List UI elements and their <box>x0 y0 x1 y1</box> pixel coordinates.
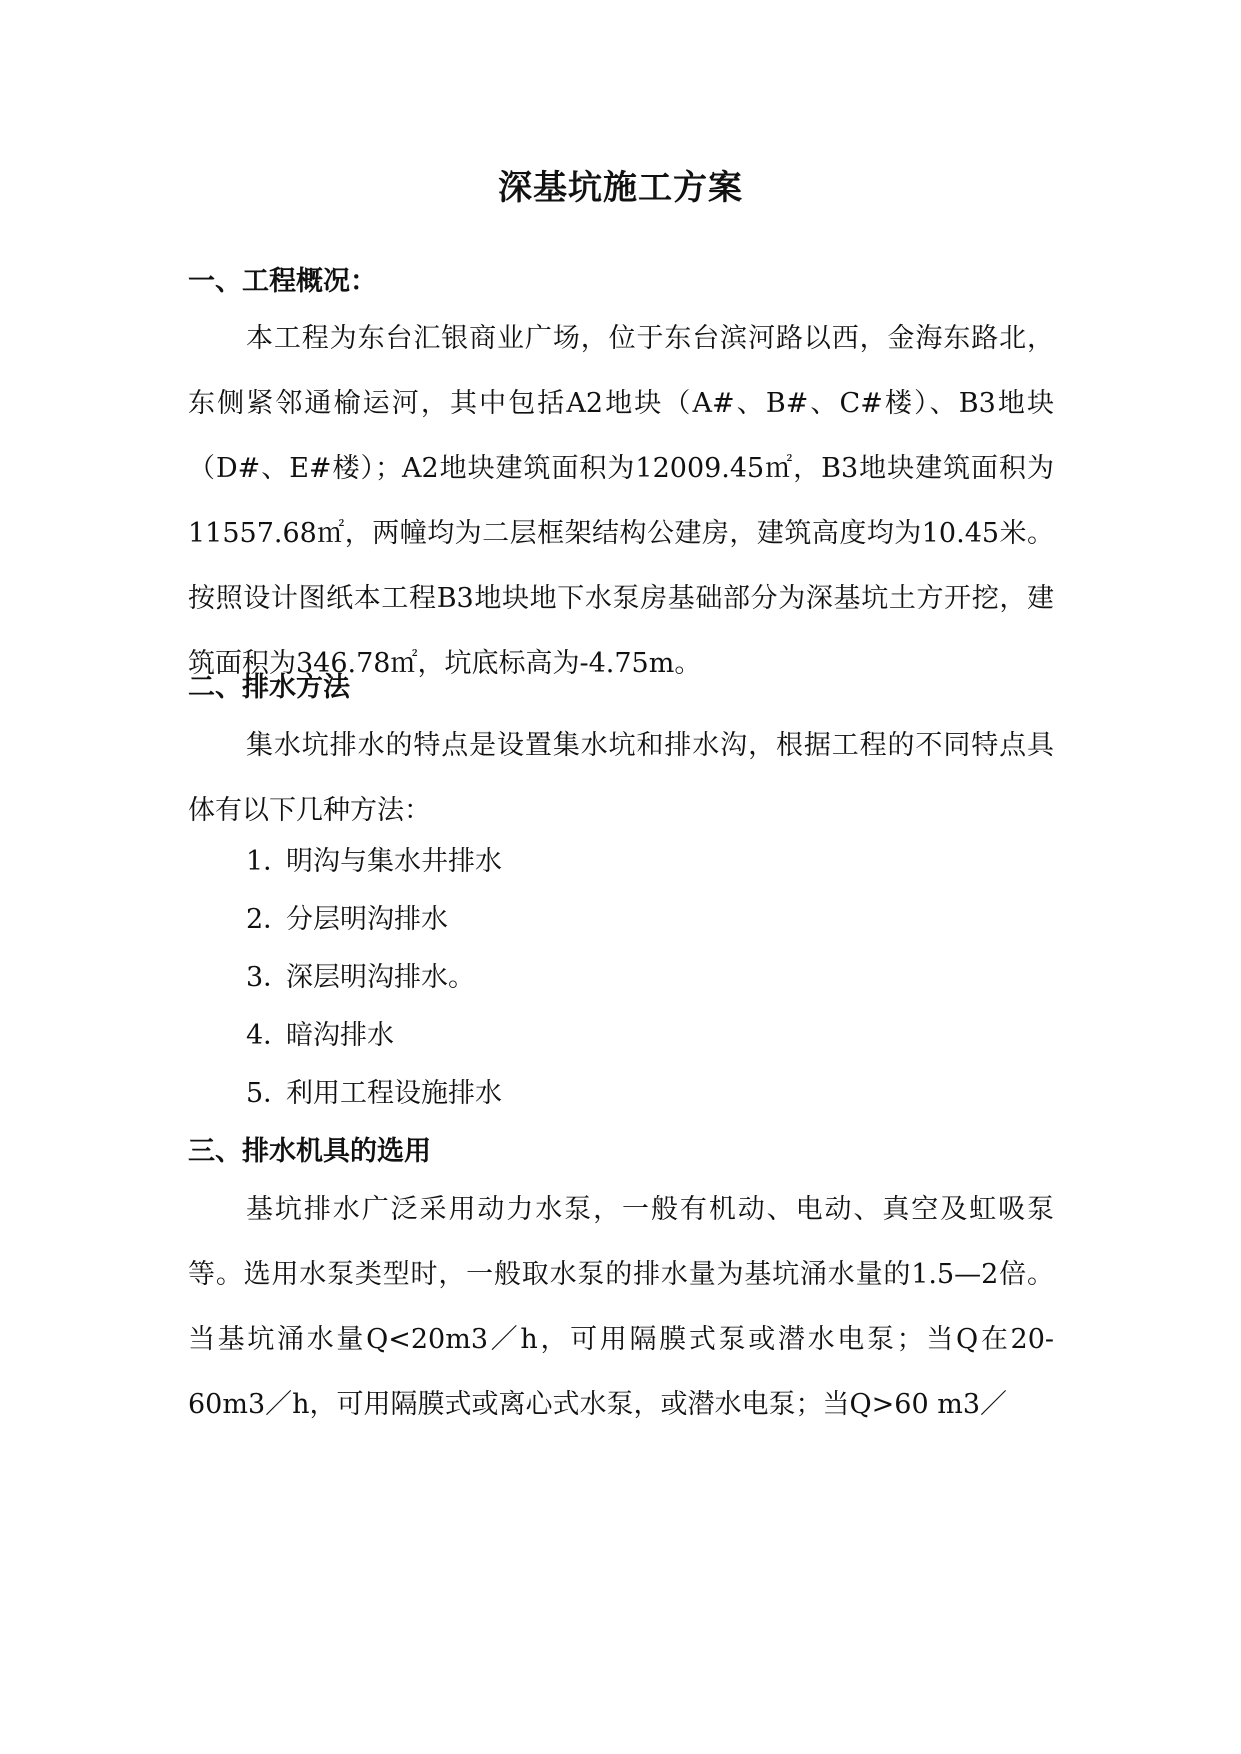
list-item-text: 深层明沟排水。 <box>286 962 475 993</box>
list-item <box>246 1074 502 1114</box>
section-paragraph-pump-selection: 基坑排水广泛采用动力水泵，一般有机动、电动、真空及虹吸泵等。选用水泵类型时，一般取水泵的排水量为基坑涌水量的1.5—2倍。当基坑涌水量Q<20m3／h，可用隔膜式泵或潜水电泵；当Q在20-60m3／h，可用隔膜式或离心式水泵，或潜水电泵；当Q>60 m3／ <box>188 1194 1054 1420</box>
section-heading-overview: 一、工程概况： <box>188 266 377 297</box>
list-item-number: 4． <box>246 1020 291 1051</box>
section-paragraph-drainage-methods: 集水坑排水的特点是设置集水坑和排水沟，根据工程的不同特点具体有以下几种方法： <box>188 730 1054 826</box>
list-item-text: 利用工程设施排水 <box>286 1078 502 1109</box>
list-item <box>246 958 475 998</box>
list-item-number: 3． <box>246 962 291 993</box>
section-heading-pump-selection: 三、排水机具的选用 <box>188 1136 431 1167</box>
list-item <box>246 842 502 882</box>
list-item <box>246 1016 394 1056</box>
section-paragraph-overview: 本工程为东台汇银商业广场，位于东台滨河路以西，金海东路北，东侧紧邻通榆运河，其中包括A2地块（A#、B#、C#楼）、B3地块（D#、E#楼）；A2地块建筑面积为12009.45㎡，B3地块建筑面积为11557.68㎡，两幢均为二层框架结构公建房，建筑高度均为10.45米。按照设计图纸本工程B3地块地下水泵房基础部分为深基坑土方开挖，建筑面积为346.78㎡，坑底标高为-4.75m。 <box>188 323 1054 679</box>
list-item <box>246 900 448 940</box>
list-item-text: 分层明沟排水 <box>286 904 448 935</box>
section-heading-drainage-methods: 二、排水方法 <box>188 672 350 703</box>
list-item-number: 2． <box>246 904 291 935</box>
list-item-number: 1． <box>246 846 291 877</box>
list-item-text: 明沟与集水井排水 <box>286 846 502 877</box>
document-title: 深基坑施工方案 <box>498 168 743 208</box>
list-item-number: 5． <box>246 1078 291 1109</box>
list-item-text: 暗沟排水 <box>286 1020 394 1051</box>
